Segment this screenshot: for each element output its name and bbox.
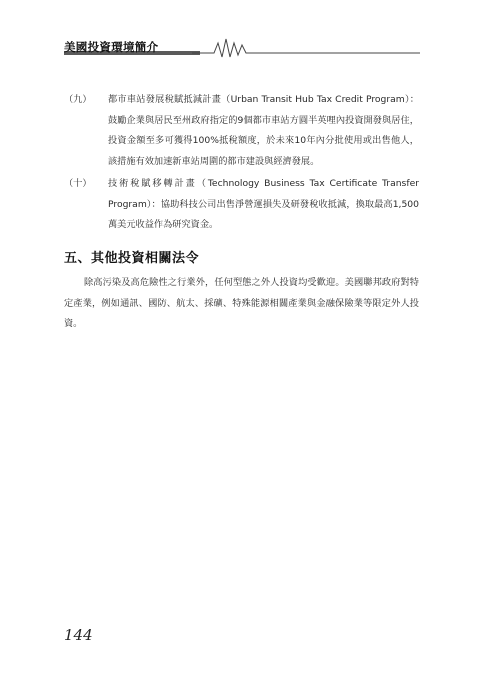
list-item bbox=[64, 174, 419, 236]
header-title: 美國投資環境簡介 bbox=[64, 40, 159, 54]
main-content bbox=[64, 90, 419, 236]
list-item-number: （十） bbox=[64, 178, 92, 189]
list-item-text: 都市車站發展稅賦抵減計畫（Urban Transit Hub Tax Credit Program）：鼓勵企業與居民至州政府指定的9個都市車站方圓半英哩內投資開發與居住，投資金額至多可獲得100%抵稅額度，於未來10年內分批使用或出售他人，該措施有效加速新車站周圍的都市建設與經濟發展。 bbox=[108, 94, 419, 167]
running-header bbox=[64, 34, 420, 60]
list-item-number: （九） bbox=[64, 94, 92, 105]
section-paragraph: 除高污染及高危險性之行業外，任何型態之外人投資均受歡迎。美國聯邦政府對特定產業，例如通訊、國防、航太、採礦、特殊能源相關產業與金融保險業等限定外人投資。 bbox=[64, 277, 419, 329]
heartbeat-line-icon bbox=[192, 34, 420, 60]
list-item-text: 技術稅賦移轉計畫（Technology Business Tax Certificate Transfer Program）：協助科技公司出售淨營運損失及研發稅收抵減，換取最高1,500萬美元收益作為研究資金。 bbox=[108, 178, 419, 230]
section-title: 五、其他投資相關法令 bbox=[64, 251, 200, 266]
page-number: 144 bbox=[64, 626, 93, 644]
list-item bbox=[64, 90, 419, 172]
